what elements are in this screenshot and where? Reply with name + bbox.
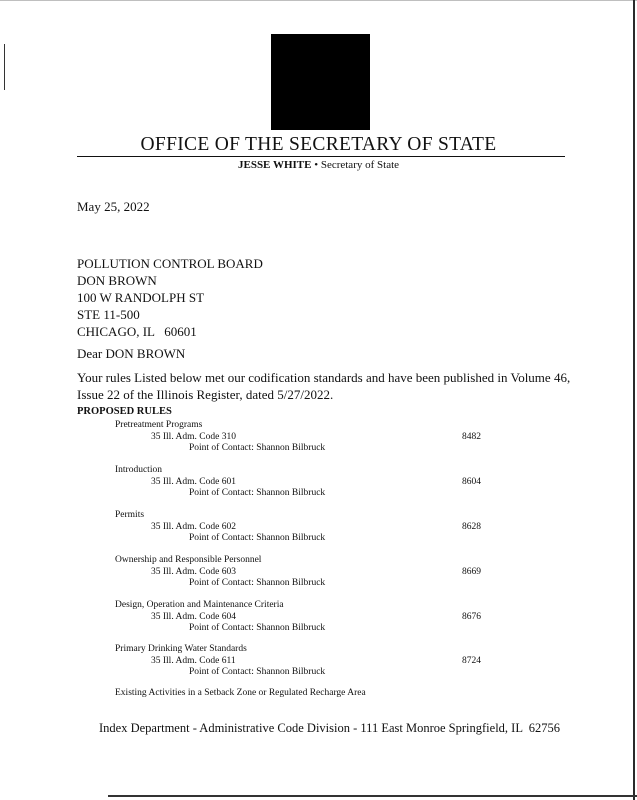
salutation: Dear DON BROWN [77, 346, 186, 361]
redacted-seal-image [271, 34, 370, 130]
scan-edge-right [633, 0, 635, 800]
address-line: 100 W RANDOLPH ST [77, 290, 205, 305]
address-line: DON BROWN [77, 273, 157, 288]
address-line: CHICAGO, IL 60601 [77, 324, 197, 339]
rule-contact: Point of Contact: Shannon Bilbruck [189, 578, 326, 588]
rule-title: Permits [115, 510, 145, 520]
rule-code: 35 Ill. Adm. Code 310 [151, 432, 236, 442]
footer-address: Index Department - Administrative Code Division - 111 East Monroe Springfield, IL 62756 [98, 721, 561, 735]
letter-date: May 25, 2022 [77, 199, 150, 214]
rule-page-number: 8676 [462, 612, 481, 622]
body-paragraph [77, 369, 571, 403]
rule-page-number: 8482 [462, 432, 481, 442]
scan-edge-top [0, 0, 637, 1]
rule-code: 35 Ill. Adm. Code 602 [151, 522, 236, 532]
rule-code: 35 Ill. Adm. Code 601 [151, 477, 236, 487]
rule-page-number: 8604 [462, 477, 481, 487]
rule-contact: Point of Contact: Shannon Bilbruck [189, 623, 326, 633]
office-title: OFFICE OF THE SECRETARY OF STATE [140, 134, 497, 155]
rule-contact: Point of Contact: Shannon Bilbruck [189, 533, 326, 543]
rule-title: Ownership and Responsible Personnel [115, 555, 262, 565]
rule-code: 35 Ill. Adm. Code 603 [151, 567, 236, 577]
rule-contact: Point of Contact: Shannon Bilbruck [189, 443, 326, 453]
address-line: POLLUTION CONTROL BOARD [77, 256, 263, 271]
section-heading: PROPOSED RULES [77, 406, 172, 417]
separator-bullet: • [314, 159, 319, 171]
paragraph-line: Issue 22 of the Illinois Register, dated 5/27/2022. [77, 387, 334, 402]
rule-contact: Point of Contact: Shannon Bilbruck [189, 488, 326, 498]
rule-page-number: 8724 [462, 656, 481, 666]
secretary-line [0, 159, 637, 171]
rule-title-trailing: Existing Activities in a Setback Zone or Regulated Recharge Area [115, 688, 366, 698]
address-line: STE 11-500 [77, 307, 140, 322]
rule-contact: Point of Contact: Shannon Bilbruck [189, 667, 326, 677]
rule-code: 35 Ill. Adm. Code 604 [151, 612, 236, 622]
rule-title: Primary Drinking Water Standards [115, 644, 247, 654]
rule-title: Pretreatment Programs [115, 420, 203, 430]
scan-mark-left [4, 44, 5, 90]
rule-code: 35 Ill. Adm. Code 611 [151, 656, 236, 666]
rule-title: Design, Operation and Maintenance Criteria [115, 600, 284, 610]
secretary-name: JESSE WHITE [237, 159, 312, 171]
header-rule [77, 156, 565, 157]
recipient-address [77, 255, 263, 340]
rule-page-number: 8628 [462, 522, 481, 532]
rule-page-number: 8669 [462, 567, 481, 577]
paragraph-line: Your rules Listed below met our codification standards and have been published in Volume 46, [77, 370, 571, 385]
scan-edge-bottom [108, 795, 637, 797]
rule-title: Introduction [115, 465, 162, 475]
secretary-title: Secretary of State [320, 159, 400, 171]
